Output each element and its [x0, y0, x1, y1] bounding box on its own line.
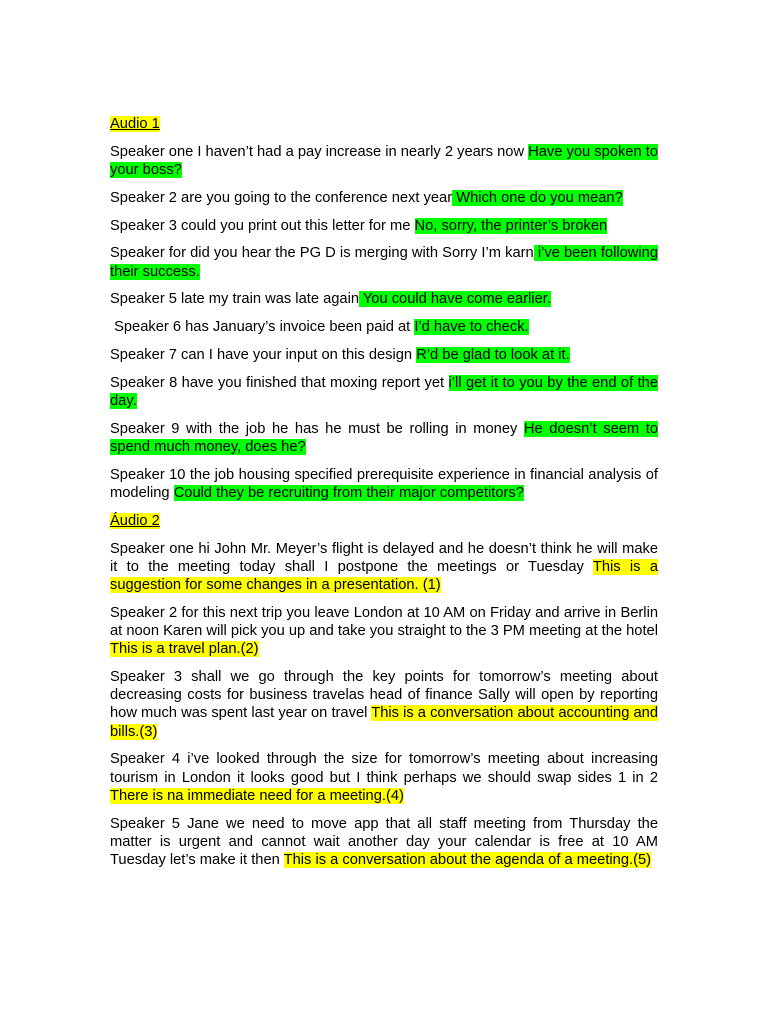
- audio1-item-1: [110, 143, 658, 179]
- document-page: [110, 115, 658, 879]
- answer-highlight: i’ll get it to you by the end of the day.: [110, 374, 659, 409]
- answer-highlight: I’d have to check.: [414, 319, 529, 336]
- audio1-item-4: [110, 244, 658, 280]
- answer-highlight: No, sorry, the printer’s broken: [414, 217, 608, 234]
- audio1-item-9: [110, 420, 658, 456]
- speaker-text: Speaker 7 can I have your input on this design: [110, 346, 417, 363]
- speaker-text: Speaker 6 has January’s invoice been paid at: [110, 319, 415, 336]
- audio2-item-5: [110, 815, 658, 870]
- answer-highlight: This is a suggestion for some changes in a presentation. (1): [110, 558, 659, 593]
- audio1-item-10: [110, 466, 658, 502]
- audio1-item-7: [110, 346, 658, 364]
- answer-highlight: Could they be recruiting from their major competitors?: [173, 484, 524, 501]
- answer-highlight: This is a travel plan.(2): [110, 641, 259, 658]
- answer-highlight: R’d be glad to look at it.: [416, 346, 570, 363]
- audio2-heading: Áudio 2: [110, 512, 160, 529]
- speaker-text: Speaker 10 the job housing specified prerequisite experience in financial analysis of modeling: [110, 466, 658, 501]
- speaker-text: Speaker 2 are you going to the conference next year: [110, 189, 453, 206]
- speaker-text: Speaker 2 for this next trip you leave London at 10 AM on Friday and arrive in Berlin at noon Karen will pick you up and take you straight to the 3 PM meeting at the hotel: [110, 604, 658, 639]
- speaker-text: Speaker 4 i’ve looked through the size for tomorrow’s meeting about increasing tourism in London it looks good but I think perhaps we should swap sides 1 in 2: [110, 751, 658, 786]
- speaker-text: Speaker one I haven’t had a pay increase in nearly 2 years now: [110, 143, 529, 160]
- speaker-text: Speaker one hi John Mr. Meyer’s flight is delayed and he doesn’t think he will make it to the meeting today shall I postpone the meetings or Tuesday: [110, 540, 658, 575]
- audio1-item-5: [110, 290, 658, 308]
- audio1-item-8: [110, 374, 658, 410]
- audio1-item-3: [110, 217, 658, 235]
- audio1-item-2: [110, 189, 658, 207]
- speaker-text: Speaker 3 could you print out this letter for me: [110, 217, 415, 234]
- answer-highlight: He doesn’t seem to spend much money, does he?: [110, 420, 658, 455]
- audio2-item-3: [110, 668, 658, 741]
- answer-highlight: You could have come earlier.: [359, 291, 551, 308]
- speaker-text: Speaker 5 late my train was late again: [110, 291, 360, 308]
- answer-highlight: There is na immediate need for a meeting.(4): [110, 787, 404, 804]
- answer-highlight: Have you spoken to your boss?: [110, 143, 658, 178]
- answer-highlight: i’ve been following their success.: [110, 245, 658, 280]
- speaker-text: Speaker 9 with the job he has he must be rolling in money: [110, 420, 524, 437]
- speaker-text: Speaker 5 Jane we need to move app that all staff meeting from Thursday the matter is urgent and cannot wait another day your calendar is free at 10 AM Tuesday let’s make it then: [110, 815, 658, 868]
- answer-highlight: This is a conversation about the agenda of a meeting.(5): [283, 852, 652, 868]
- audio2-item-2: [110, 604, 658, 659]
- audio2-item-4: [110, 750, 658, 805]
- speaker-text: Speaker 8 have you finished that moxing report yet: [110, 374, 449, 391]
- audio2-item-1: [110, 540, 658, 595]
- speaker-text: Speaker 3 shall we go through the key points for tomorrow’s meeting about decreasing costs for business travelas head of finance Sally will open by reporting how much was spent last year on travel: [110, 668, 658, 722]
- speaker-text: Speaker for did you hear the PG D is merging with Sorry I’m karn: [110, 245, 534, 262]
- answer-highlight: This is a conversation about accounting and bills.(3): [110, 705, 658, 740]
- audio1-heading: Audio 1: [110, 116, 160, 132]
- answer-highlight: Which one do you mean?: [452, 189, 623, 206]
- audio1-item-6: [110, 318, 658, 336]
